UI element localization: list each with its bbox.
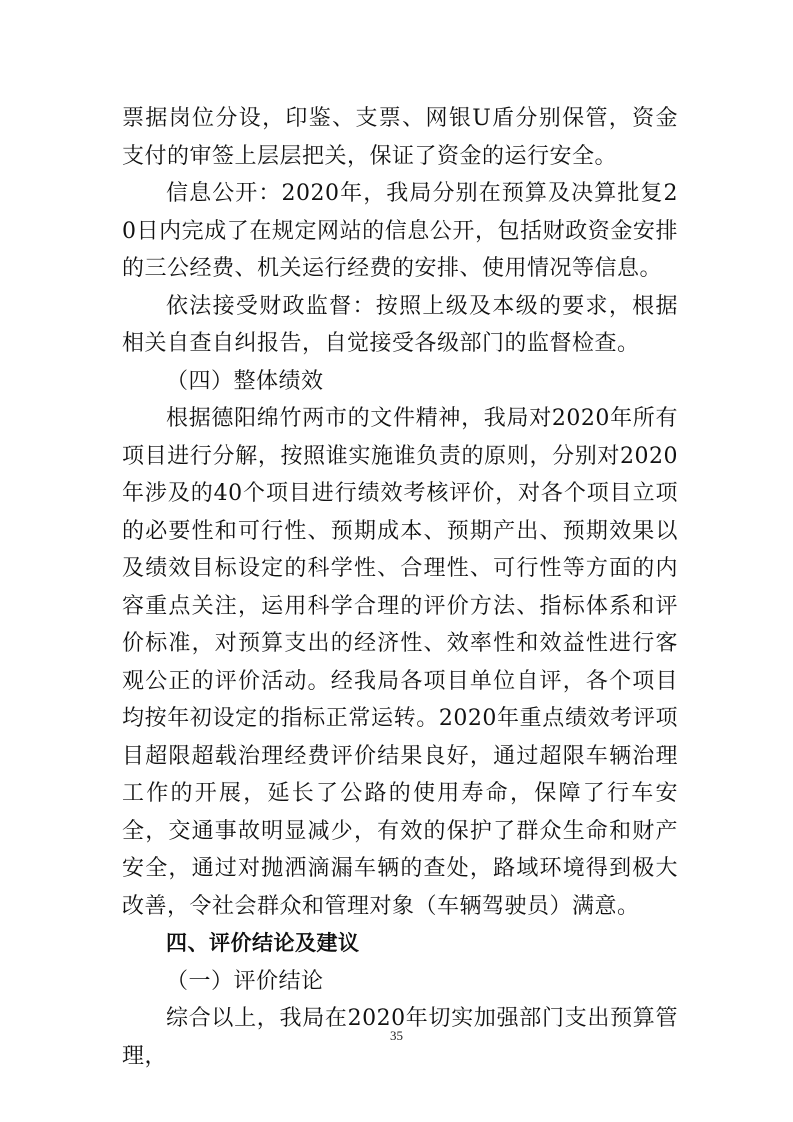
paragraph-evaluation-conclusion: 综合以上，我局在2020年切实加强部门支出预算管理，	[122, 1006, 678, 1069]
paragraph-overall-performance: 根据德阳绵竹两市的文件精神，我局对2020年所有项目进行分解，按照谁实施谁负责的原则，分别对2020年涉及的40个项目进行绩效考核评价，对各个项目立项的必要性和可行性、预期成本、预期产出、预期效果以及绩效目标设定的科学性、合理性、可行性等方面的内容重点关注，运用科学合理的评价方法、指标体系和评价标准，对预算支出的经济性、效率性和效益性进行客观公正的评价活动。经我局各项目单位自评，各个项目均按年初设定的指标正常运转。2020年重点绩效考评项目超限超载治理经费评价结果良好，通过超限车辆治理工作的开展，延长了公路的使用寿命，保障了行车安全，交通事故明显减少，有效的保护了群众生命和财产安全，通过对抛洒滴漏车辆的查处，路域环境得到极大改善，令社会群众和管理对象（车辆驾驶员）满意。	[122, 406, 678, 919]
subheading-evaluation-conclusion: （一）评价结论	[166, 968, 324, 994]
page-body	[122, 100, 678, 1075]
subheading-overall-performance: （四）整体绩效	[166, 368, 324, 394]
paragraph-financial-supervision: 依法接受财政监督：按照上级及本级的要求，根据相关自查自纠报告，自觉接受各级部门的监督检查。	[122, 293, 678, 356]
paragraph-information-disclosure: 信息公开：2020年，我局分别在预算及决算批复20日内完成了在规定网站的信息公开，包括财政资金安排的三公经费、机关运行经费的安排、使用情况等信息。	[122, 181, 678, 281]
page-number: 35	[390, 1028, 403, 1043]
paragraph-fund-security: 票据岗位分设，印鉴、支票、网银U盾分别保管，资金支付的审签上层层把关，保证了资金的运行安全。	[122, 106, 678, 169]
chapter-heading-conclusions: 四、评价结论及建议	[166, 931, 360, 955]
